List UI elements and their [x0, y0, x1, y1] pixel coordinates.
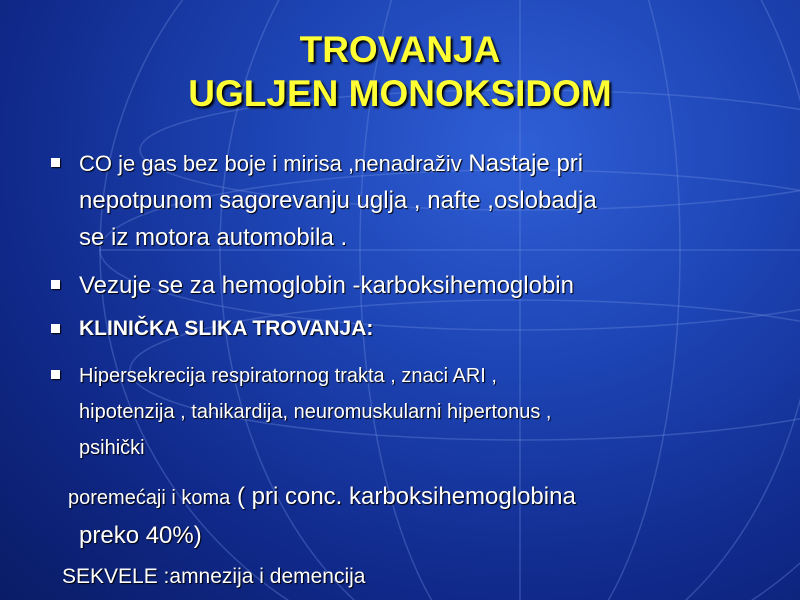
bullet-4-line-1: Hipersekrecija respiratornog trakta , znaci ARI ,	[79, 365, 497, 387]
bullet-marker-3	[51, 324, 60, 333]
title-line-1: TROVANJA	[299, 29, 501, 70]
bullet-1-text-b: Nastaje pri	[461, 150, 584, 177]
bullet-marker-4	[51, 370, 60, 379]
bullet-marker-1	[51, 158, 60, 167]
continuation-line-1	[68, 478, 576, 517]
continuation-text-a: poremećaji i koma	[68, 487, 231, 509]
bullet-3: KLINIČKA SLIKA TROVANJA:	[79, 317, 374, 340]
bullet-1-line-3: se iz motora automobila .	[79, 224, 348, 251]
title-line-2: UGLJEN MONOKSIDOM	[188, 73, 612, 114]
sekvele-line: SEKVELE :amnezija i demencija	[62, 565, 366, 588]
bullet-1-line-2: nepotpunom sagorevanju uglja , nafte ,oslobadja	[79, 187, 597, 214]
continuation-line-2: preko 40%)	[79, 522, 202, 549]
bullet-1	[79, 145, 779, 256]
bullet-1-text-a: CO je gas bez boje i mirisa ,nenadraživ	[79, 151, 462, 176]
bullet-4-line-2: hipotenzija , tahikardija, neuromuskularni hipertonus ,	[79, 401, 552, 423]
bullet-1-line-1	[79, 145, 779, 182]
bullet-marker-2	[51, 280, 60, 289]
continuation-text-b: ( pri conc. karboksihemoglobina	[230, 483, 576, 510]
continuation-paragraph	[68, 478, 576, 554]
bullet-4-line-3: psihički	[79, 437, 145, 459]
bullet-2: Vezuje se za hemoglobin -karboksihemoglobin	[79, 272, 574, 299]
bullet-4	[79, 358, 552, 466]
